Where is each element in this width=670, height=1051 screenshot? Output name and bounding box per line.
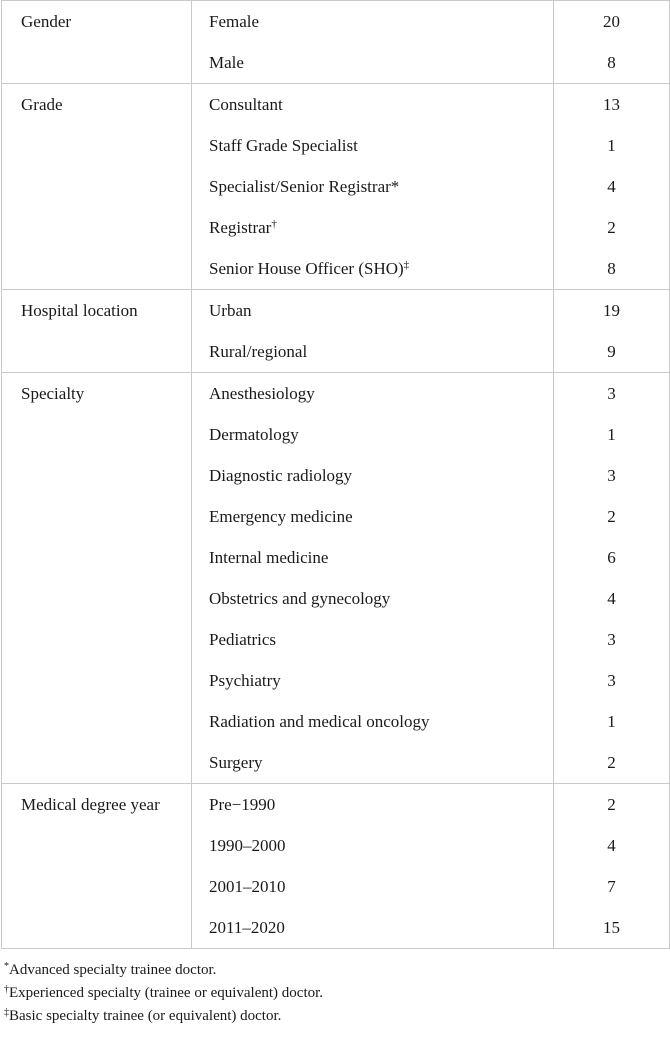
- footnote-line: [4, 959, 669, 982]
- item-label: Urban: [209, 300, 252, 320]
- count-value: 8: [607, 52, 616, 72]
- count-value: 4: [607, 835, 616, 855]
- count-value: 2: [607, 752, 616, 772]
- count-cell: [554, 248, 670, 290]
- category-label: Specialty: [21, 384, 85, 403]
- item-cell: [192, 166, 554, 207]
- count-value: 15: [603, 917, 620, 937]
- count-value: 8: [607, 258, 616, 278]
- item-label: Obstetrics and gynecology: [209, 588, 391, 608]
- count-cell: [554, 373, 670, 415]
- item-label: 2011–2020: [209, 917, 285, 937]
- item-cell: [192, 825, 554, 866]
- item-label: 1990–2000: [209, 835, 286, 855]
- count-cell: [554, 537, 670, 578]
- count-cell: [554, 825, 670, 866]
- count-value: 6: [607, 547, 616, 567]
- item-cell: [192, 784, 554, 826]
- item-cell: [192, 701, 554, 742]
- item-cell: [192, 455, 554, 496]
- item-label: Anesthesiology: [209, 383, 315, 403]
- count-cell: [554, 166, 670, 207]
- item-cell: [192, 125, 554, 166]
- item-cell: [192, 866, 554, 907]
- item-cell: [192, 248, 554, 290]
- count-value: 1: [607, 424, 616, 444]
- count-value: 2: [607, 794, 616, 814]
- count-cell: [554, 455, 670, 496]
- category-cell: [2, 290, 192, 373]
- item-label: Diagnostic radiology: [209, 465, 353, 485]
- item-cell: [192, 496, 554, 537]
- category-label: Medical degree year: [21, 795, 160, 814]
- count-cell: [554, 1, 670, 43]
- count-cell: [554, 578, 670, 619]
- footnote-symbol: ‡: [4, 1007, 9, 1018]
- table-row: [2, 373, 670, 415]
- footnote-text: Advanced specialty trainee doctor.: [9, 962, 217, 978]
- footnote-text: Experienced specialty (trainee or equivalent) doctor.: [9, 985, 324, 1001]
- footnote-symbol: *: [4, 961, 9, 972]
- category-cell: [2, 1, 192, 84]
- item-label: Psychiatry: [209, 670, 281, 690]
- count-cell: [554, 331, 670, 373]
- count-value: 4: [607, 588, 616, 608]
- item-cell: [192, 537, 554, 578]
- table-row: [2, 784, 670, 826]
- count-value: 20: [603, 11, 620, 31]
- demographics-table-container: [1, 0, 669, 1028]
- count-value: 2: [607, 506, 616, 526]
- count-value: 3: [607, 383, 616, 403]
- item-label: Female: [209, 11, 260, 31]
- count-value: 3: [607, 629, 616, 649]
- count-value: 3: [607, 465, 616, 485]
- footnote-text: Basic specialty trainee (or equivalent) doctor.: [9, 1008, 282, 1024]
- count-cell: [554, 784, 670, 826]
- count-cell: [554, 414, 670, 455]
- count-value: 1: [607, 135, 616, 155]
- footnote-line: [4, 982, 669, 1005]
- item-label: 2001–2010: [209, 876, 286, 896]
- table-row: [2, 290, 670, 332]
- count-value: 13: [603, 94, 620, 114]
- item-cell: [192, 1, 554, 43]
- count-cell: [554, 701, 670, 742]
- item-label: Specialist/Senior Registrar*: [209, 176, 400, 196]
- item-label: Emergency medicine: [209, 506, 353, 526]
- item-label: Rural/regional: [209, 341, 308, 361]
- footnote-symbol: †: [4, 984, 9, 995]
- item-cell: [192, 290, 554, 332]
- item-cell: [192, 660, 554, 701]
- item-cell: [192, 42, 554, 84]
- count-value: 1: [607, 711, 616, 731]
- count-value: 19: [603, 300, 620, 320]
- category-cell: [2, 84, 192, 290]
- item-cell: [192, 907, 554, 949]
- item-cell: [192, 207, 554, 248]
- footnote-mark: ‡: [403, 258, 410, 271]
- count-cell: [554, 496, 670, 537]
- count-value: 2: [607, 217, 616, 237]
- item-label: Senior House Officer (SHO): [209, 258, 404, 278]
- count-value: 4: [607, 176, 616, 196]
- count-cell: [554, 907, 670, 949]
- item-cell: [192, 619, 554, 660]
- item-label: Pediatrics: [209, 629, 277, 649]
- item-cell: [192, 414, 554, 455]
- item-cell: [192, 373, 554, 415]
- item-label: Radiation and medical oncology: [209, 711, 430, 731]
- table-body: [2, 1, 670, 949]
- count-value: 7: [607, 876, 616, 896]
- item-label: Staff Grade Specialist: [209, 135, 358, 155]
- category-cell: [2, 784, 192, 949]
- footnote-line: [4, 1005, 669, 1028]
- category-label: Hospital location: [21, 301, 138, 320]
- item-cell: [192, 331, 554, 373]
- category-label: Gender: [21, 12, 72, 31]
- count-cell: [554, 42, 670, 84]
- count-cell: [554, 660, 670, 701]
- demographics-table: [1, 0, 670, 949]
- item-label: Consultant: [209, 94, 283, 114]
- item-label: Registrar: [209, 217, 272, 237]
- count-cell: [554, 742, 670, 784]
- item-cell: [192, 742, 554, 784]
- count-cell: [554, 207, 670, 248]
- item-label: Dermatology: [209, 424, 299, 444]
- item-label: Surgery: [209, 752, 263, 772]
- count-cell: [554, 290, 670, 332]
- count-cell: [554, 866, 670, 907]
- item-label: Male: [209, 52, 244, 72]
- item-label: Pre−1990: [209, 794, 276, 814]
- item-label: Internal medicine: [209, 547, 329, 567]
- count-cell: [554, 84, 670, 126]
- count-value: 3: [607, 670, 616, 690]
- count-value: 9: [607, 341, 616, 361]
- category-cell: [2, 373, 192, 784]
- item-cell: [192, 578, 554, 619]
- table-row: [2, 84, 670, 126]
- footnote-mark: †: [271, 217, 277, 230]
- table-row: [2, 1, 670, 43]
- footnotes: [1, 959, 669, 1028]
- item-cell: [192, 84, 554, 126]
- count-cell: [554, 125, 670, 166]
- count-cell: [554, 619, 670, 660]
- category-label: Grade: [21, 95, 63, 114]
